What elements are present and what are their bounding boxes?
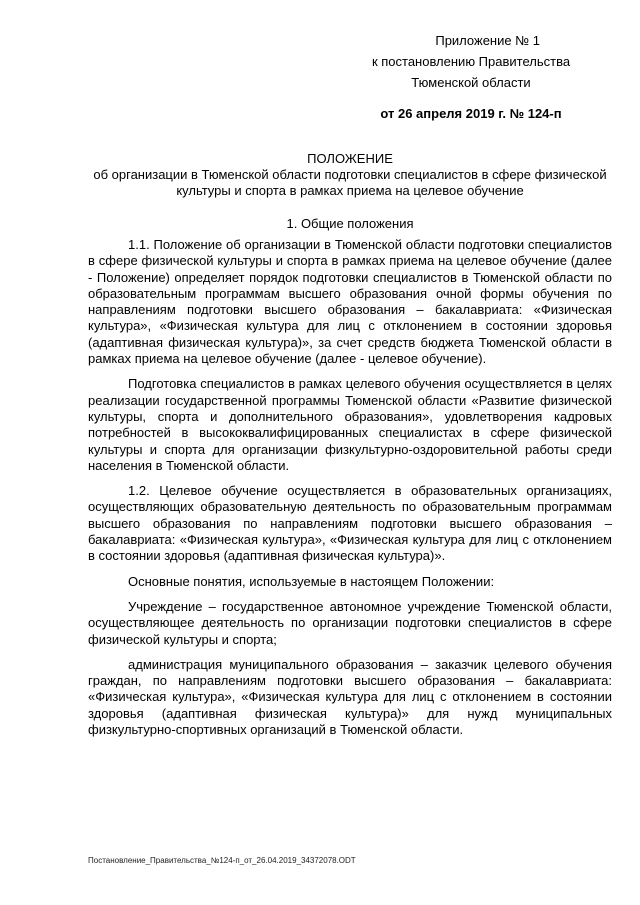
appendix-block [340, 30, 602, 124]
paragraph: Учреждение – государственное автономное учреждение Тюменской области, осуществляющее деятельность по организации подготовки специалистов в сфере физической культуры и спорта; [88, 598, 612, 647]
appendix-line-2: Тюменской области [411, 75, 531, 90]
appendix-number: Приложение № 1 [435, 33, 540, 48]
paragraph: 1.1. Положение об организации в Тюменской области подготовки специалистов в сфере физической культуры и спорта в рамках приема на целевое обучение (далее - Положение) определяет порядок подготовки специалистов в Тюменской области по образовательным программам высшего образования очной формы обучения по направлениям подготовки высшего образования – бакалавриата: «Физическая культура», «Физическая культура для лиц с отклонением в состоянии здоровья (адаптивная физическая культура)», за счет средств бюджета Тюменской области в рамках приема на целевое обучение (далее - целевое обучение). [88, 237, 612, 367]
paragraph: Подготовка специалистов в рамках целевого обучения осуществляется в целях реализации государственной программы Тюменской области «Развитие физической культуры, спорта и дополнительного образования», удовлетворения кадровых потребностей в высококвалифицированных специалистах в сфере физической культуры и спорта для организации физкультурно-оздоровительной работы среди населения в Тюменской области. [88, 376, 612, 473]
document-subtitle: об организации в Тюменской области подготовки специалистов в сфере физической культуры и спорта в рамках приема на целевое обучение [93, 167, 607, 198]
document-body [88, 237, 612, 747]
paragraph: 1.2. Целевое обучение осуществляется в образовательных организациях, осуществляющих образовательную деятельность по образовательным программам высшего образования по направлениям подготовки высшего образования – бакалавриата: «Физическая культура», «Физическая культура для лиц с отклонением в состоянии здоровья (адаптивная физическая культура)». [88, 483, 612, 564]
appendix-line-1: к постановлению Правительства [371, 54, 571, 69]
footer-filename: Постановление_Правительства_№124-п_от_26.04.2019_34372078.ODT [88, 856, 356, 865]
document-title: ПОЛОЖЕНИЕ [307, 151, 393, 166]
section-heading: 1. Общие положения [286, 216, 414, 231]
appendix-date: от 26 апреля 2019 г. № 124-п [380, 106, 562, 121]
document-title-block [88, 151, 612, 199]
paragraph: Основные понятия, используемые в настоящем Положении: [128, 573, 495, 589]
paragraph: администрация муниципального образования – заказчик целевого обучения граждан, по направлениям подготовки высшего образования – бакалавриата: «Физическая культура», «Физическая культура для лиц с отклонением в состоянии здоровья (адаптивная физическая культура)» для нужд муниципальных физкультурно-спортивных организаций в Тюменской области. [88, 656, 612, 738]
